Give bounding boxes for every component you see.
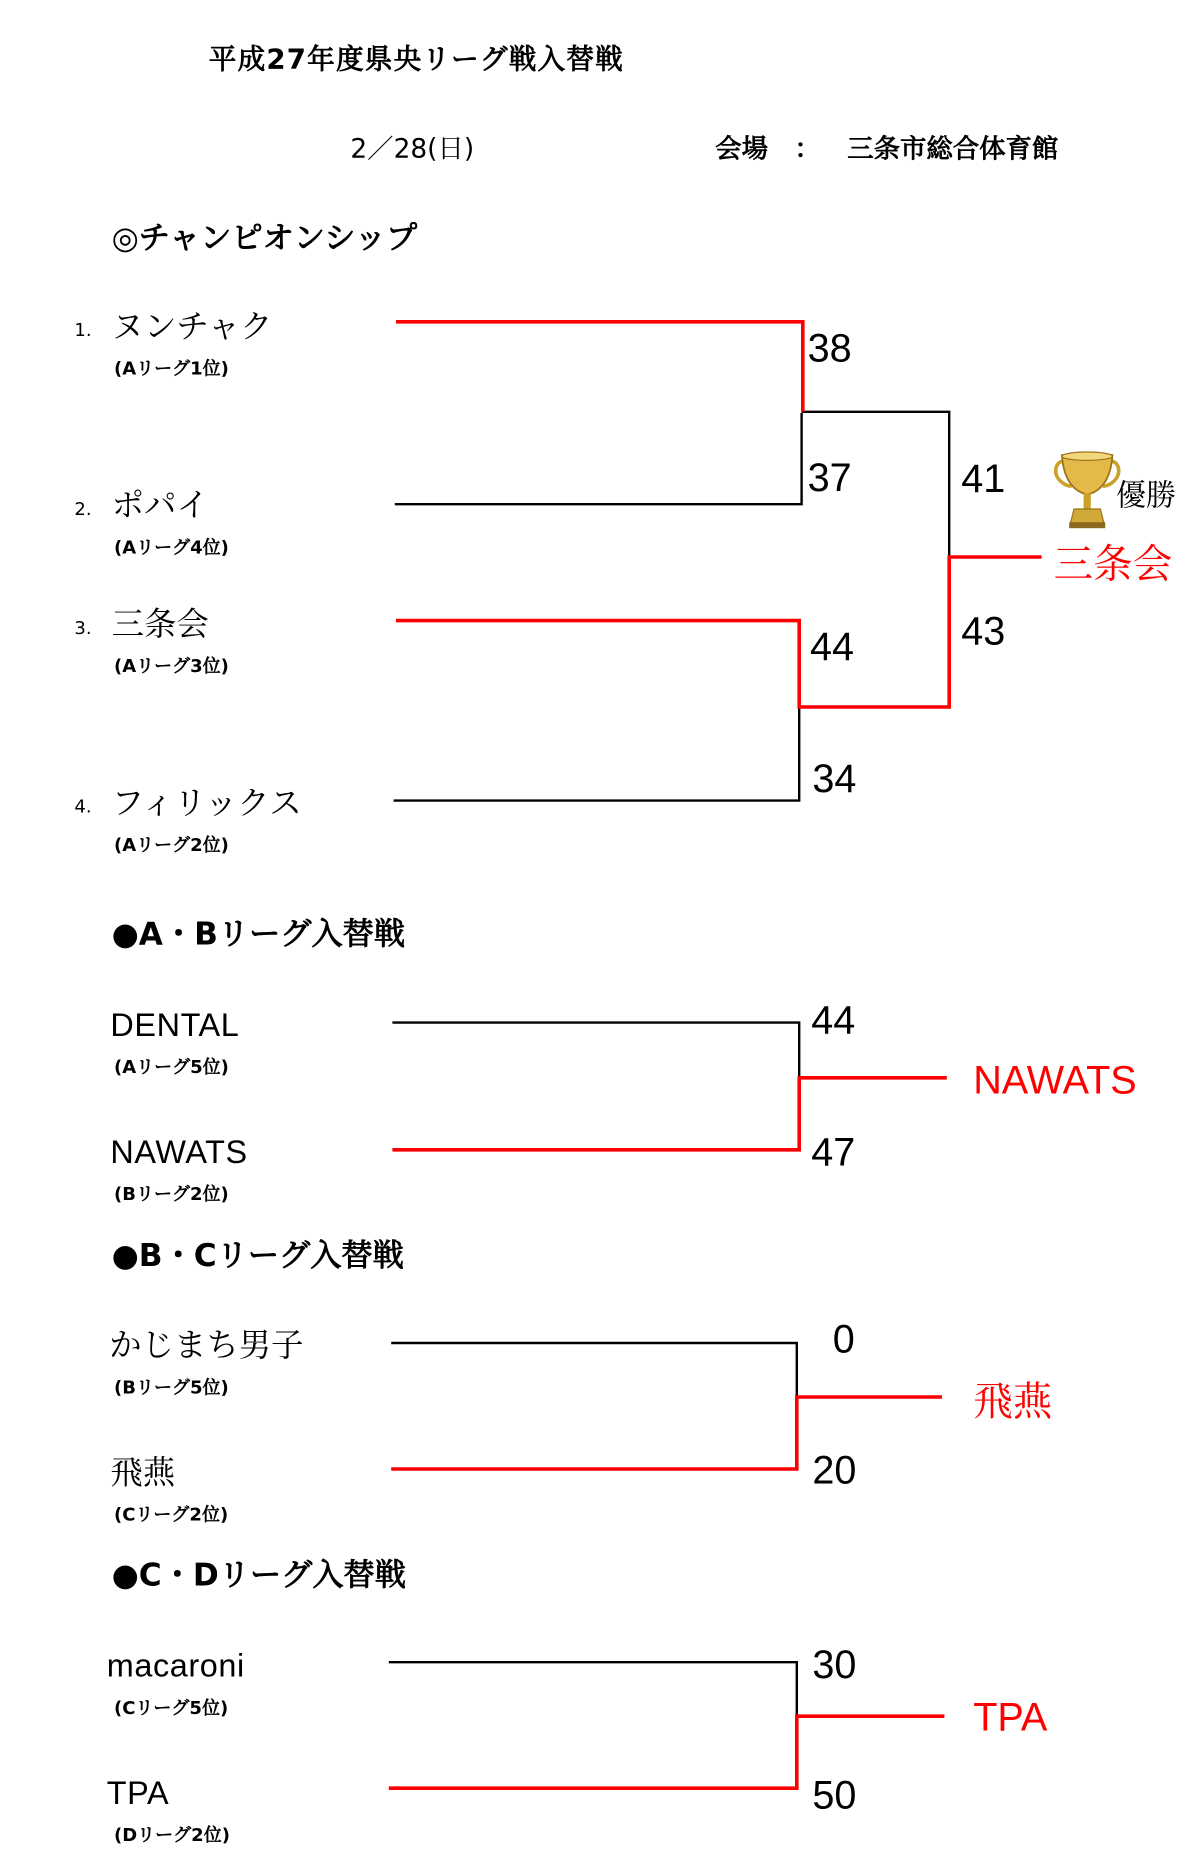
team-league-rank: (Aリーグ4位) [114, 537, 229, 559]
team-league-rank: (Aリーグ1位) [114, 358, 229, 380]
score: 43 [961, 609, 1006, 654]
cd-replacement-match [107, 1557, 1048, 1846]
team-name: かじまち男子 [109, 1326, 304, 1365]
team-league-rank: (Bリーグ5位) [114, 1377, 229, 1399]
score: 34 [812, 757, 857, 802]
bracket-line-winner [391, 1397, 942, 1469]
bracket-line-loser [391, 1343, 797, 1397]
team-name: 三条会 [111, 605, 209, 643]
section-heading: ◎チャンピオンシップ [111, 220, 418, 257]
score: 0 [832, 1317, 855, 1362]
team-seed: 4. [74, 796, 92, 818]
team-name: macaroni [106, 1647, 245, 1684]
team-seed: 1. [74, 320, 92, 342]
team-league-rank: (Aリーグ3位) [114, 656, 229, 678]
section-heading: ●B・Cリーグ入替戦 [111, 1238, 404, 1275]
score: 37 [807, 456, 852, 500]
bracket-line-winner [392, 1078, 946, 1150]
team-name: DENTAL [110, 1006, 240, 1043]
bracket-line-loser [389, 1662, 797, 1716]
score: 30 [812, 1642, 857, 1687]
championship-section [74, 221, 1176, 856]
venue-name: 三条市総合体育館 [847, 133, 1059, 165]
bracket-line-loser [395, 413, 802, 504]
score: 41 [961, 457, 1006, 502]
score: 44 [811, 998, 856, 1043]
bracket-line-winner [389, 1716, 945, 1788]
champion-label: 優勝 [1116, 478, 1176, 514]
bracket-line-loser [392, 1023, 799, 1078]
ab-replacement-match [110, 917, 1136, 1206]
team-name: ヌンチャク [111, 307, 273, 346]
team-name: 飛燕 [110, 1453, 176, 1492]
match-winner: TPA [973, 1695, 1048, 1740]
bracket-line-winner [396, 322, 803, 412]
team-league-rank: (Aリーグ5位) [114, 1057, 229, 1078]
score: 20 [812, 1448, 857, 1493]
bracket-line-winner [396, 557, 1042, 707]
team-name: NAWATS [110, 1134, 248, 1170]
team-name: ポパイ [111, 486, 209, 525]
bracket-line-loser [394, 707, 800, 801]
team-name: TPA [106, 1774, 170, 1811]
team-league-rank: (Bリーグ2位) [114, 1184, 229, 1206]
team-seed: 3. [74, 617, 92, 639]
team-league-rank: (Aリーグ2位) [114, 835, 229, 856]
venue-label: 会場 ： [715, 133, 821, 165]
match-winner: 飛燕 [973, 1379, 1053, 1425]
score: 44 [810, 625, 855, 670]
score: 50 [812, 1773, 857, 1818]
match-winner: NAWATS [973, 1058, 1137, 1103]
team-name: フィリックス [111, 783, 302, 822]
trophy-icon [1056, 452, 1119, 528]
score: 38 [807, 326, 852, 371]
team-league-rank: (Dリーグ2位) [114, 1825, 230, 1846]
event-date: 2／28(日) [350, 133, 475, 165]
section-heading: ●C・Dリーグ入替戦 [111, 1557, 406, 1594]
score: 47 [811, 1130, 856, 1175]
section-heading: ●A・Bリーグ入替戦 [111, 916, 406, 953]
champion-team: 三条会 [1053, 541, 1173, 588]
team-league-rank: (Cリーグ5位) [114, 1697, 229, 1719]
page-title: 平成27年度県央リーグ戦入替戦 [208, 42, 624, 76]
team-league-rank: (Cリーグ2位) [114, 1504, 229, 1526]
team-seed: 2. [74, 499, 92, 520]
bc-replacement-match [109, 1238, 1053, 1525]
